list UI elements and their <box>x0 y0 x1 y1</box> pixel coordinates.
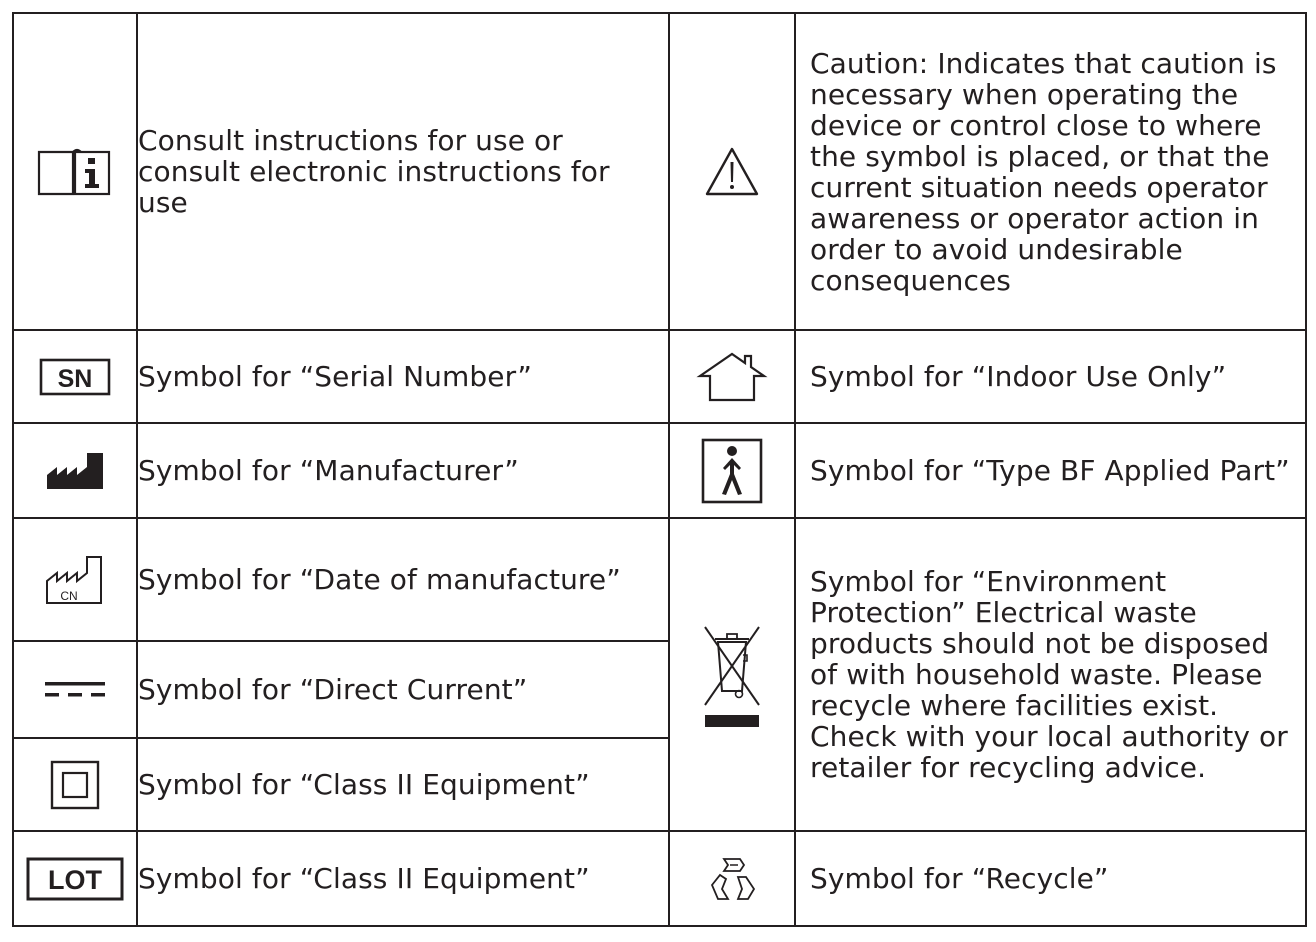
weee-icon-cell <box>669 518 795 831</box>
table-row <box>13 518 1306 641</box>
lot-description <box>137 831 669 926</box>
date-icon-label: CN <box>60 588 78 603</box>
table-row <box>13 13 1306 330</box>
class2-text: Symbol for “Class II Equipment” <box>138 768 590 801</box>
lot-icon-label: LOT <box>48 864 102 895</box>
recycle-icon-cell <box>669 831 795 926</box>
indoor-text: Symbol for “Indoor Use Only” <box>810 360 1227 393</box>
lot-icon <box>26 857 124 901</box>
weee-text: Symbol for “Environment Protection” Electrical waste products should not be disposed of with household waste. Please recycle where facilities exist. Check with your local authority or retailer for recycling advice. <box>810 565 1288 784</box>
date-description <box>137 518 669 641</box>
recycle-description <box>795 831 1306 926</box>
symbols-table <box>12 12 1307 927</box>
type-bf-person-icon <box>701 438 763 504</box>
serial-number-icon <box>39 358 111 396</box>
dc-icon-cell <box>13 641 137 738</box>
caution-text: Caution: Indicates that caution is necessary when operating the device or control close to where the symbol is placed, or that the current situation needs operator awareness or operator action in order to avoid undesirable consequences <box>810 46 1277 297</box>
factory-filled-icon <box>43 451 107 491</box>
indoor-description <box>795 330 1306 423</box>
direct-current-icon <box>43 678 107 702</box>
caution-description <box>795 13 1306 330</box>
bf-icon-cell <box>669 423 795 518</box>
caution-icon-cell <box>669 13 795 330</box>
ifu-text: Consult instructions for use or consult electronic instructions for use <box>138 124 610 219</box>
dc-description <box>137 641 669 738</box>
recycle-icon <box>708 855 756 903</box>
table-row <box>13 423 1306 518</box>
house-icon <box>696 350 768 404</box>
table-row <box>13 831 1306 926</box>
bf-text: Symbol for “Type BF Applied Part” <box>810 454 1290 487</box>
indoor-icon-cell <box>669 330 795 423</box>
crossed-bin-icon <box>699 615 765 735</box>
dc-text: Symbol for “Direct Current” <box>138 673 528 706</box>
manufacturer-icon-cell <box>13 423 137 518</box>
lot-text: Symbol for “Class II Equipment” <box>138 862 590 895</box>
class2-description <box>137 738 669 831</box>
warning-triangle-icon <box>704 146 760 198</box>
serial-icon-cell <box>13 330 137 423</box>
table-row <box>13 330 1306 423</box>
double-square-icon <box>50 760 100 810</box>
recycle-text: Symbol for “Recycle” <box>810 862 1109 895</box>
ifu-description <box>137 13 669 330</box>
date-text: Symbol for “Date of manufacture” <box>138 563 621 596</box>
date-icon-cell <box>13 518 137 641</box>
serial-text: Symbol for “Serial Number” <box>138 360 532 393</box>
symbols-page <box>12 12 1307 927</box>
factory-outline-icon <box>43 553 107 607</box>
serial-description <box>137 330 669 423</box>
serial-number-icon-label: SN <box>57 364 93 393</box>
bf-description <box>795 423 1306 518</box>
lot-icon-cell <box>13 831 137 926</box>
manufacturer-description <box>137 423 669 518</box>
manufacturer-text: Symbol for “Manufacturer” <box>138 454 519 487</box>
instructions-book-icon <box>35 144 115 200</box>
ifu-icon-cell <box>13 13 137 330</box>
weee-description <box>795 518 1306 831</box>
class2-icon-cell <box>13 738 137 831</box>
